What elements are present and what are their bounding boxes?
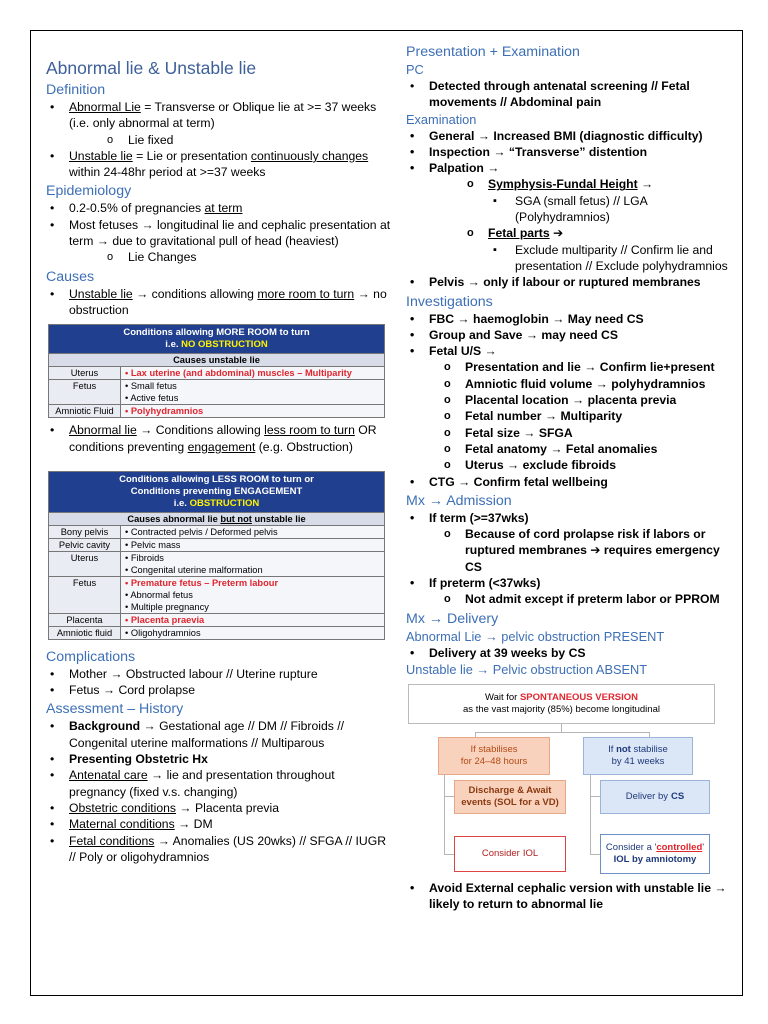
- list-item: [406, 311, 731, 327]
- flow-text: ': [702, 841, 705, 853]
- list-text: Not admit except if preterm labor or PPROM: [465, 592, 720, 607]
- flow-connector: [590, 854, 600, 855]
- list-emphasis: less room to turn: [264, 423, 355, 438]
- flow-box-wait: [408, 684, 715, 724]
- admission-list: [406, 510, 731, 608]
- unstable-lie-subheading: Unstable lie → Pelvic obstruction ABSENT: [406, 661, 648, 677]
- flow-line: [608, 744, 668, 756]
- list-emphasis: Unstable lie: [69, 286, 133, 301]
- table-row-value: [121, 576, 385, 613]
- pc-heading: PC: [406, 62, 424, 77]
- causes-list-unstable: [46, 286, 391, 319]
- list-item: [429, 225, 731, 274]
- flow-box-discharge: [454, 780, 566, 814]
- list-item: [46, 682, 391, 698]
- table-row-label: Amniotic Fluid: [49, 405, 121, 418]
- list-text: Most fetuses → longitudinal lie and cephalic presentation at term → due to gravitational pull of head (heaviest): [69, 217, 391, 249]
- delivery-flowchart: [408, 684, 715, 876]
- list-text: Detected through antenatal screening // Fetal movements // Abdominal pain: [429, 79, 690, 110]
- flow-text: Consider a ': [605, 841, 657, 853]
- table-body: [49, 525, 385, 639]
- table-row: [49, 405, 385, 418]
- list-text: Fetal size → SFGA: [465, 425, 573, 440]
- table-subheader: Causes unstable lie: [49, 354, 385, 367]
- list-item: [406, 128, 731, 144]
- table-cell-line: • Small fetus: [125, 381, 177, 392]
- flow-text: IOL by amniotomy: [613, 853, 697, 865]
- left-column: [46, 57, 391, 865]
- list-item: [406, 880, 731, 913]
- table-row: [49, 525, 385, 538]
- list-item: [406, 474, 731, 490]
- list-text: → DM: [174, 817, 213, 832]
- list-text: General → Increased BMI (diagnostic difficulty): [429, 128, 703, 143]
- table-row-value: [121, 626, 385, 639]
- definition-text: within 24-48hr period at >=37 weeks: [69, 165, 266, 180]
- list-text: CTG → Confirm fetal wellbeing: [429, 474, 608, 489]
- list-text: Because of cord prolapse risk if labors or ruptured membranes ➔ requires emergency CS: [465, 527, 720, 574]
- flow-text: Wait for: [484, 691, 520, 703]
- list-text: SGA (small fetus) // LGA (Polyhydramnios): [515, 193, 648, 225]
- table-cell-line: • Abnormal fetus: [125, 589, 193, 600]
- list-item: [46, 148, 391, 181]
- list-text: Delivery at 39 weeks by CS: [429, 645, 586, 660]
- flow-box-not-stabilise: [583, 737, 693, 775]
- list-item: [406, 392, 731, 408]
- list-text: If preterm (<37wks): [429, 576, 541, 591]
- delivery-heading: Mx → Delivery: [406, 610, 499, 627]
- investigations-list: [406, 311, 731, 490]
- list-label: Maternal conditions: [69, 817, 175, 832]
- list-emphasis: more room to turn: [257, 286, 355, 301]
- table-row-label: Uterus: [49, 367, 121, 380]
- flow-box-deliver-cs: [600, 780, 710, 814]
- list-text: → Gestational age // DM // Fibroids // Congenital uterine malformations // Multiparous: [69, 719, 344, 750]
- list-text: → conditions allowing: [132, 286, 258, 301]
- flow-connector: [561, 724, 562, 732]
- list-text: FBC → haemoglobin → May need CS: [429, 311, 644, 326]
- examination-heading: Examination: [406, 111, 477, 127]
- list-item: [406, 591, 731, 607]
- list-item: [46, 767, 391, 800]
- list-item: [69, 249, 391, 265]
- table-row: [49, 576, 385, 613]
- list-item: [406, 160, 731, 274]
- list-text: → no obstruction: [69, 286, 387, 317]
- table-header-line: Conditions preventing ENGAGEMENT: [130, 485, 303, 497]
- flow-connector: [590, 796, 600, 797]
- table-row-label: Fetus: [49, 576, 121, 613]
- list-text: Mother → Obstructed labour // Uterine rupture: [69, 666, 318, 681]
- table-cell-line: • Fibroids: [125, 552, 164, 563]
- list-label: Antenatal care: [69, 768, 148, 783]
- list-text: Uterus → exclude fibroids: [465, 458, 617, 473]
- flow-box-controlled-iol: [600, 834, 710, 874]
- list-item: [406, 457, 731, 473]
- list-item: [429, 176, 731, 225]
- table-cell-line: • Pelvic mass: [125, 539, 181, 550]
- table-cell-line: • Lax uterine (and abdominal) muscles – Multiparity: [125, 368, 352, 379]
- table-row: [49, 367, 385, 380]
- list-label: Fetal parts: [488, 226, 550, 241]
- pc-list: [406, 78, 731, 111]
- table-header-text: i.e.: [173, 497, 190, 509]
- list-emphasis: engagement: [187, 439, 256, 454]
- list-item: [406, 510, 731, 575]
- table-row: [49, 538, 385, 551]
- flow-connector: [444, 775, 445, 854]
- epidemiology-heading: Epidemiology: [46, 183, 132, 200]
- complications-heading: Complications: [46, 648, 136, 665]
- table-cell-line: • Premature fetus – Preterm labour: [125, 577, 279, 588]
- list-item: [46, 833, 391, 866]
- table-subheader-emphasis: but not: [220, 513, 252, 524]
- list-label: Symphysis-Fundal Height: [488, 177, 638, 192]
- flow-box-consider-iol: [454, 836, 566, 872]
- list-item: [46, 666, 391, 682]
- list-emphasis: Abnormal lie: [69, 423, 137, 438]
- table-header-line: [53, 498, 380, 510]
- table-header-highlight: NO OBSTRUCTION: [181, 339, 268, 351]
- list-item: [46, 99, 391, 148]
- list-item: [406, 327, 731, 343]
- table-header: [49, 325, 385, 354]
- presentation-heading: Presentation + Examination: [406, 44, 580, 60]
- table-header-line: Conditions allowing LESS ROOM to turn or: [119, 473, 314, 485]
- list-item: [429, 242, 731, 275]
- flow-emphasis: controlled: [656, 841, 703, 853]
- flow-emphasis: SPONTANEOUS VERSION: [519, 691, 639, 703]
- list-item: [46, 200, 391, 216]
- list-text: →: [637, 177, 654, 192]
- admission-heading: Mx → Admission: [406, 492, 512, 509]
- list-text: If term (>=37wks): [429, 510, 529, 525]
- table-header-line: [53, 339, 380, 351]
- definition-emphasis: continuously changes: [250, 148, 369, 163]
- table-more-room: [48, 324, 385, 418]
- table-cell-line: • Congenital uterine malformation: [125, 564, 263, 575]
- sub-item: Lie Changes: [128, 250, 197, 265]
- table-cell-line: • Active fetus: [125, 393, 179, 404]
- list-text: Fetal U/S →: [429, 344, 497, 359]
- list-item: [406, 645, 731, 661]
- list-item: [406, 343, 731, 473]
- list-label: Fetal conditions: [69, 833, 155, 848]
- list-label: Presenting Obstetric Hx: [69, 752, 208, 767]
- list-text: OR conditions preventing: [69, 423, 377, 454]
- list-item: [69, 132, 391, 148]
- list-text: → Anomalies (US 20wks) // SFGA // IUGR // Poly or oligohydramnios: [69, 833, 386, 864]
- definition-text: = Lie or presentation: [132, 148, 251, 163]
- table-less-room: [48, 471, 385, 640]
- list-text: Palpation →: [429, 161, 500, 176]
- table-subheader: [49, 512, 385, 525]
- table-cell-line: • Polyhydramnios: [125, 406, 204, 417]
- table-row: [49, 626, 385, 639]
- list-item: [406, 575, 731, 608]
- table-row-value: [121, 380, 385, 405]
- table-row-value: [121, 613, 385, 626]
- document-page: [30, 30, 743, 996]
- table-row-value: [121, 538, 385, 551]
- list-text: Fetal number → Multiparity: [465, 409, 623, 424]
- list-text: Avoid External cephalic version with unstable lie → likely to return to abnormal lie: [429, 880, 727, 912]
- flow-connector: [444, 854, 454, 855]
- list-text: 0.2-0.5% of pregnancies: [69, 201, 205, 216]
- flow-text: If: [608, 743, 617, 755]
- flow-emphasis: CS: [671, 790, 685, 802]
- table-cell-line: • Contracted pelvis / Deformed pelvis: [125, 526, 278, 537]
- list-item: [406, 144, 731, 160]
- investigations-heading: Investigations: [406, 293, 493, 310]
- flow-emphasis: not: [616, 743, 631, 755]
- definition-list: [46, 99, 391, 180]
- list-text: Exclude multiparity // Confirm lie and presentation // Exclude polyhydramnios: [515, 242, 728, 273]
- table-row-value: [121, 551, 385, 576]
- history-list: [46, 718, 391, 865]
- table-row-label: Uterus: [49, 551, 121, 576]
- list-item: [429, 193, 731, 226]
- term-unstable-lie: Unstable lie: [69, 148, 133, 163]
- delivery-note-list: [406, 880, 731, 913]
- list-item: [46, 217, 391, 266]
- list-item: [46, 422, 391, 455]
- table-cell-line: • Oligohydramnios: [125, 627, 201, 638]
- list-text: Fetal anatomy → Fetal anomalies: [465, 441, 658, 456]
- list-text: Pelvis → only if labour or ruptured membranes: [429, 275, 701, 290]
- list-text: Placental location → placenta previa: [465, 393, 677, 408]
- flow-line: [485, 692, 638, 704]
- list-text: Inspection → “Transverse” distention: [429, 144, 648, 159]
- table-subheader-text: unstable lie: [251, 513, 306, 524]
- list-emphasis: at term: [204, 201, 243, 216]
- list-label: Obstetric conditions: [69, 800, 177, 815]
- table-row-label: Fetus: [49, 380, 121, 405]
- flow-connector: [475, 732, 649, 733]
- list-text: Amniotic fluid volume → polyhydramnios: [465, 376, 706, 391]
- list-text: Presentation and lie → Confirm lie+present: [465, 360, 715, 375]
- list-item: [46, 286, 391, 319]
- flow-text: stabilise: [630, 743, 668, 755]
- flow-text: Consider: [481, 847, 520, 859]
- flow-text: If stabilises: [470, 743, 518, 755]
- list-item: [406, 359, 731, 375]
- list-text: (e.g. Obstruction): [255, 439, 353, 454]
- page-title: Abnormal lie & Unstable lie: [46, 58, 257, 78]
- flow-text: as the vast majority (85%) become longitudinal: [463, 703, 660, 715]
- list-text: → Conditions allowing: [136, 423, 265, 438]
- examination-list: [406, 128, 731, 291]
- list-item: [406, 408, 731, 424]
- flow-connector: [444, 796, 454, 797]
- sub-item: Lie fixed: [128, 132, 174, 147]
- table-subheader-text: Causes abnormal lie: [127, 513, 221, 524]
- list-item: [406, 526, 731, 575]
- table-header-text: i.e.: [165, 339, 182, 351]
- list-item: [406, 78, 731, 111]
- table-row: [49, 380, 385, 405]
- list-item: [406, 274, 731, 290]
- list-item: [46, 816, 391, 832]
- abnormal-lie-subheading: Abnormal Lie → pelvic obstruction PRESENT: [406, 628, 665, 644]
- flow-line: [606, 842, 704, 854]
- table-row-label: Bony pelvis: [49, 525, 121, 538]
- complications-list: [46, 666, 391, 699]
- flow-text: Deliver by: [625, 790, 669, 802]
- list-item: [406, 425, 731, 441]
- table-cell-line: • Multiple pregnancy: [125, 601, 209, 612]
- table-row-label: Amniotic fluid: [49, 626, 121, 639]
- list-item: [46, 800, 391, 816]
- term-abnormal-lie: Abnormal Lie: [69, 100, 141, 114]
- flow-box-stabilises: [438, 737, 550, 775]
- list-text: Fetus → Cord prolapse: [69, 683, 195, 698]
- causes-heading: Causes: [46, 268, 95, 285]
- list-text: ➔: [549, 226, 564, 241]
- list-item: [406, 376, 731, 392]
- definition-heading: Definition: [46, 82, 106, 98]
- table-row-value: [121, 367, 385, 380]
- flow-text: by 41 weeks: [611, 755, 665, 767]
- table-row-value: [121, 525, 385, 538]
- list-text: → Placenta previa: [176, 800, 280, 815]
- list-label: Background: [69, 719, 141, 734]
- epidemiology-list: [46, 200, 391, 265]
- right-column: [406, 43, 731, 913]
- list-text: → lie and presentation throughout pregnancy (fixed v.s. changing): [69, 768, 335, 799]
- flow-text: for 24–48 hours: [460, 755, 528, 767]
- table-row-label: Placenta: [49, 613, 121, 626]
- table-cell-line: • Placenta praevia: [125, 614, 205, 625]
- causes-list-abnormal: [46, 422, 391, 455]
- history-heading: Assessment – History: [46, 701, 184, 718]
- flow-text: Discharge & Await events (SOL for a VD): [461, 784, 559, 808]
- table-body: [49, 367, 385, 418]
- table-row-value: [121, 405, 385, 418]
- table-header: [49, 471, 385, 512]
- flow-text: IOL: [522, 847, 539, 859]
- table-row-label: Pelvic cavity: [49, 538, 121, 551]
- list-item: [46, 718, 391, 751]
- list-text: Group and Save → may need CS: [429, 327, 618, 342]
- flow-connector: [590, 775, 591, 854]
- table-row: [49, 551, 385, 576]
- table-row: [49, 613, 385, 626]
- definition-text: = Transverse or Oblique lie at >= 37 weeks (i.e. only abnormal at term): [69, 100, 377, 131]
- delivery-list: [406, 645, 731, 661]
- list-item: [406, 441, 731, 457]
- list-item: [46, 751, 391, 767]
- table-header-highlight: OBSTRUCTION: [189, 497, 260, 509]
- table-header-line: Conditions allowing MORE ROOM to turn: [123, 327, 310, 339]
